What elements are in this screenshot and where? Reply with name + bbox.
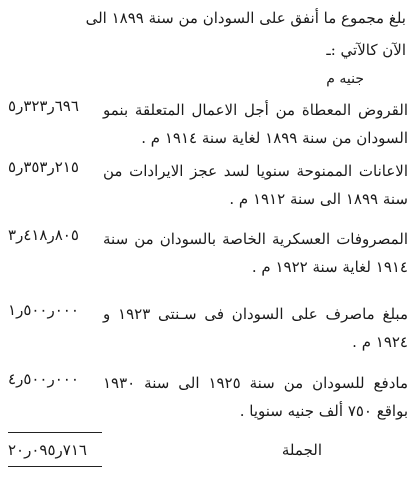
expense-amount: ٦٩٦ر٣٢٣ر٥ — [8, 97, 79, 115]
expense-row — [0, 157, 420, 217]
total-bottom-rule — [8, 466, 102, 467]
expense-description: القروض المعطاة من أجل الاعمال المتعلقة بنمو السودان من سنة ١٨٩٩ لغاية سنة ١٩١٤ م . — [103, 101, 408, 147]
expense-description: الاعانات الممنوحة سنويا لسد عجز الايرادات من سنة ١٨٩٩ الى سنة ١٩١٢ م . — [103, 162, 408, 208]
expense-row — [0, 369, 420, 429]
total-amount: ٧١٦ر٠٩٥ر٢٠ — [8, 441, 87, 459]
expense-amount: ٢١٥ر٣٥٣ر٥ — [8, 158, 79, 176]
intro-line-1: بلغ مجموع ما أنفق على السودان من سنة ١٨٩٩ الى — [85, 9, 406, 27]
expense-amount: ٠٠٠ر٥٠٠ر١ — [8, 301, 79, 319]
expense-description: المصروفات العسكرية الخاصة بالسودان من سنة ١٩١٤ لغاية سنة ١٩٢٢ م . — [103, 230, 408, 276]
expense-description: مبلغ ماصرف على السودان فى سـنتى ١٩٢٣ و ١٩٢٤ م . — [103, 305, 408, 351]
total-label: الجملة — [281, 441, 322, 459]
expense-row — [0, 225, 420, 285]
currency-unit-header: جنيه م — [326, 71, 364, 87]
intro-line-2: الآن كالآتي :ـ — [326, 41, 406, 59]
expense-row — [0, 300, 420, 360]
expense-row — [0, 96, 420, 156]
expense-amount: ٠٠٠ر٥٠٠ر٤ — [8, 370, 79, 388]
total-top-rule — [8, 432, 102, 433]
expense-amount: ٨٠٥ر٤١٨ر٣ — [8, 226, 79, 244]
expense-description: مادفع للسودان من سنة ١٩٢٥ الى سنة ١٩٣٠ بواقع ٧٥٠ ألف جنيه سنويا . — [103, 374, 408, 420]
